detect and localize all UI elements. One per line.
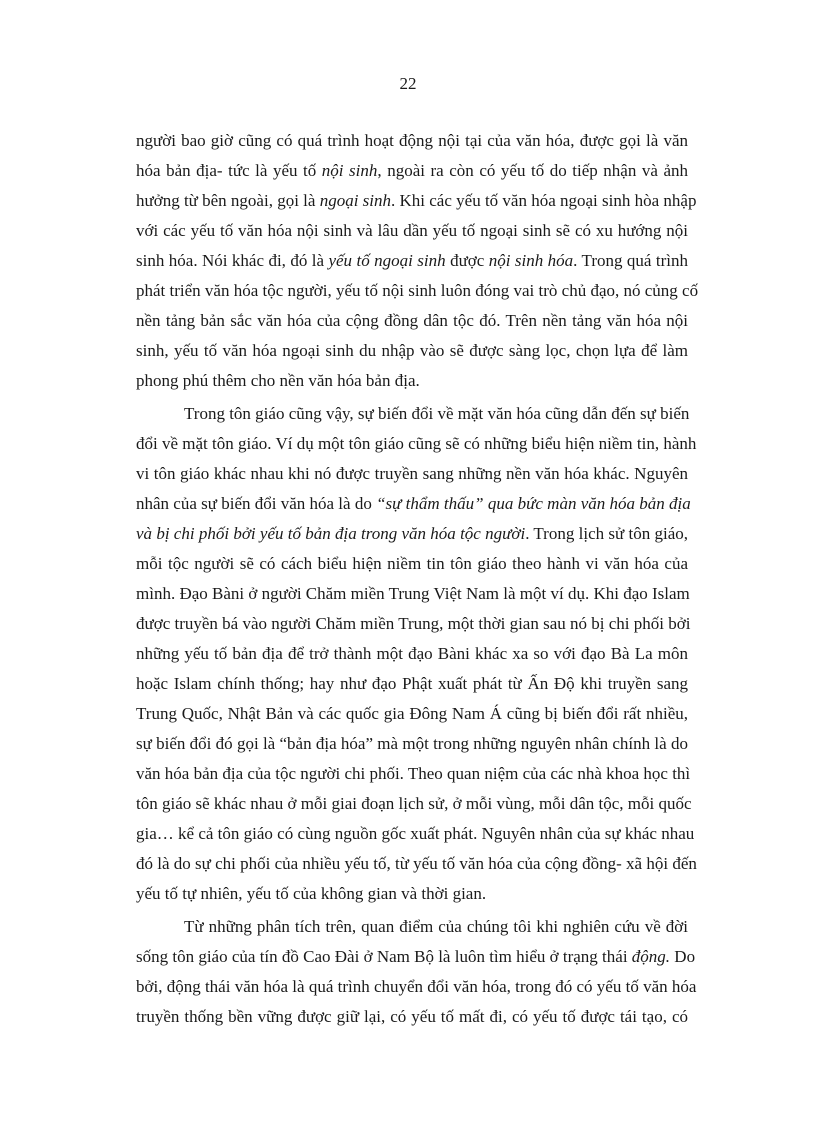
paragraph-1-line-4: với các yếu tố văn hóa nội sinh và lâu dần yếu tố ngoại sinh sẽ có xu hướng nội (136, 221, 688, 240)
paragraph-1-line-7: nền tảng bản sắc văn hóa của cộng đồng dân tộc đó. Trên nền tảng văn hóa nội (136, 311, 688, 330)
italic-term: ngoại sinh (319, 191, 392, 210)
paragraph-2-line-11: Trung Quốc, Nhật Bản và các quốc gia Đông Nam Á cũng bị biến đổi rất nhiều, (136, 704, 688, 723)
italic-term: “sự thẩm thấu” qua bức màn văn hóa bản địa (376, 494, 691, 513)
paragraph-2-line-16: đó là do sự chi phối của nhiều yếu tố, từ yếu tố văn hóa của cộng đồng- xã hội đến (136, 854, 697, 873)
paragraph-3-line-4: truyền thống bền vững được giữ lại, có yếu tố mất đi, có yếu tố được tái tạo, có (136, 1007, 688, 1026)
paragraph-2-line-5: và bị chi phối bởi yếu tố bản địa trong văn hóa tộc người. Trong lịch sử tôn giáo, (136, 524, 688, 543)
paragraph-1-line-2: hóa bản địa- tức là yếu tố nội sinh, ngoài ra còn có yếu tố do tiếp nhận và ảnh (136, 161, 689, 180)
italic-term: nội sinh (321, 161, 378, 180)
paragraph-1-line-8: sinh, yếu tố văn hóa ngoại sinh du nhập vào sẽ được sàng lọc, chọn lựa để làm (136, 341, 688, 360)
paragraph-2-line-2: đổi về mặt tôn giáo. Ví dụ một tôn giáo cũng sẽ có những biểu hiện niềm tin, hành (136, 434, 697, 453)
paragraph-1-line-5: sinh hóa. Nói khác đi, đó là yếu tố ngoại sinh được nội sinh hóa. Trong quá trình (136, 251, 689, 270)
paragraph-2-line-7: mình. Đạo Bàni ở người Chăm miền Trung Việt Nam là một ví dụ. Khi đạo Islam (136, 584, 690, 603)
paragraph-1-line-3: hưởng từ bên ngoài, gọi là ngoại sinh. Khi các yếu tố văn hóa ngoại sinh hòa nhập (136, 191, 697, 210)
paragraph-1-line-9: phong phú thêm cho nền văn hóa bản địa. (136, 371, 420, 390)
paragraph-2-line-13: văn hóa bản địa của tộc người chi phối. Theo quan niệm của các nhà khoa học thì (136, 764, 691, 783)
paragraph-3-line-3: bởi, động thái văn hóa là quá trình chuyển đổi văn hóa, trong đó có yếu tố văn hóa (136, 977, 697, 996)
paragraph-2-line-15: gia… kể cả tôn giáo có cùng nguồn gốc xuất phát. Nguyên nhân của sự khác nhau (136, 824, 695, 843)
paragraph-2-line-1: Trong tôn giáo cũng vậy, sự biến đổi về mặt văn hóa cũng dẫn đến sự biến (184, 404, 690, 423)
italic-term: động. (631, 947, 671, 966)
paragraph-3-line-1: Từ những phân tích trên, quan điểm của chúng tôi khi nghiên cứu về đời (184, 917, 688, 936)
paragraph-2-line-3: vi tôn giáo khác nhau khi nó được truyền sang những nền văn hóa khác. Nguyên (136, 464, 688, 483)
page-number: 22 (399, 74, 417, 93)
paragraph-3-line-2: sống tôn giáo của tín đồ Cao Đài ở Nam Bộ là luôn tìm hiểu ở trạng thái động. Do (136, 947, 696, 966)
italic-term: yếu tố ngoại sinh (328, 251, 446, 270)
paragraph-2-line-9: những yếu tố bản địa để trở thành một đạo Bàni khác xa so với đạo Bà La môn (136, 644, 688, 663)
paragraph-2-line-8: được truyền bá vào người Chăm miền Trung, một thời gian sau nó bị chi phối bởi (136, 614, 691, 633)
paragraph-2-line-12: sự biến đổi đó gọi là “bản địa hóa” mà một trong những nguyên nhân chính là do (136, 734, 688, 753)
paragraph-2-line-6: mỗi tộc người sẽ có cách biểu hiện niềm tin tôn giáo theo hành vi văn hóa của (136, 554, 688, 573)
paragraph-1-line-1: người bao giờ cũng có quá trình hoạt động nội tại của văn hóa, được gọi là văn (136, 131, 688, 150)
body-text (136, 126, 699, 1032)
paragraph-1-line-6: phát triển văn hóa tộc người, yếu tố nội sinh luôn đóng vai trò chủ đạo, nó củng cố (136, 281, 699, 300)
paragraph-2-line-4: nhân của sự biến đổi văn hóa là do “sự thẩm thấu” qua bức màn văn hóa bản địa (136, 494, 691, 513)
paragraph-2-line-17: yếu tố tự nhiên, yếu tố của không gian và thời gian. (136, 884, 487, 903)
italic-term: và bị chi phối bởi yếu tố bản địa trong văn hóa tộc người (136, 524, 526, 543)
paragraph-2-line-14: tôn giáo sẽ khác nhau ở mỗi giai đoạn lịch sử, ở mỗi vùng, mỗi dân tộc, mỗi quốc (136, 794, 692, 813)
paragraph-2-line-10: hoặc Islam chính thống; hay như đạo Phật xuất phát từ Ấn Độ khi truyền sang (136, 674, 688, 693)
italic-term: nội sinh hóa (488, 251, 574, 270)
